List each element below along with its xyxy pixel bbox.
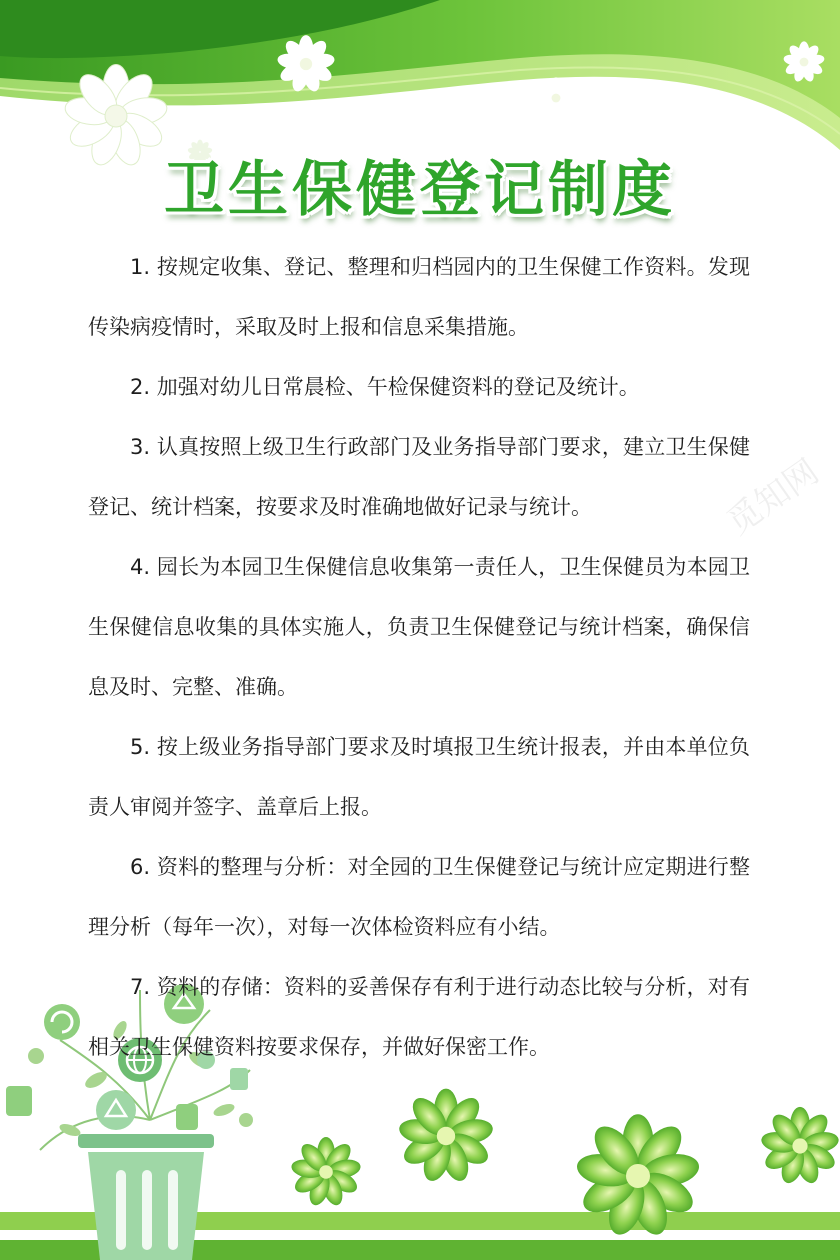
flower-icon bbox=[397, 1089, 494, 1185]
regulation-item-6: 6. 资料的整理与分析：对全园的卫生保健登记与统计应定期进行整理分析（每年一次），对每一次体检资料应有小结。 bbox=[88, 855, 750, 939]
page-title: 卫生保健登记制度 bbox=[164, 155, 676, 225]
recycle-icon bbox=[44, 1004, 80, 1040]
recycle-icon bbox=[96, 1090, 136, 1130]
regulation-item-4: 4. 园长为本园卫生保健信息收集第一责任人，卫生保健员为本园卫生保健信息收集的具体实施人，负责卫生保健登记与统计档案，确保信息及时、完整、准确。 bbox=[88, 555, 750, 699]
regulation-body bbox=[88, 237, 750, 1077]
regulation-item-7: 7. 资料的存储：资料的妥善保存有利于进行动态比较与分析，对有相关卫生保健资料按要求保存，并做好保密工作。 bbox=[88, 975, 750, 1059]
flower-icon bbox=[760, 1107, 840, 1186]
regulation-item-2: 2. 加强对幼儿日常晨检、午检保健资料的登记及统计。 bbox=[130, 375, 640, 399]
watermark: 觅知网 bbox=[719, 451, 827, 544]
regulation-item-5: 5. 按上级业务指导部门要求及时填报卫生统计报表，并由本单位负责人审阅并签字、盖章后上报。 bbox=[88, 735, 750, 819]
flower-icon bbox=[290, 1137, 362, 1208]
regulation-item-1: 1. 按规定收集、登记、整理和归档园内的卫生保健工作资料。发现传染病疫情时，采取及时上报和信息采集措施。 bbox=[88, 255, 750, 339]
regulation-item-3: 3. 认真按照上级卫生行政部门及业务指导部门要求，建立卫生保健登记、统计档案，按要求及时准确地做好记录与统计。 bbox=[88, 435, 750, 519]
